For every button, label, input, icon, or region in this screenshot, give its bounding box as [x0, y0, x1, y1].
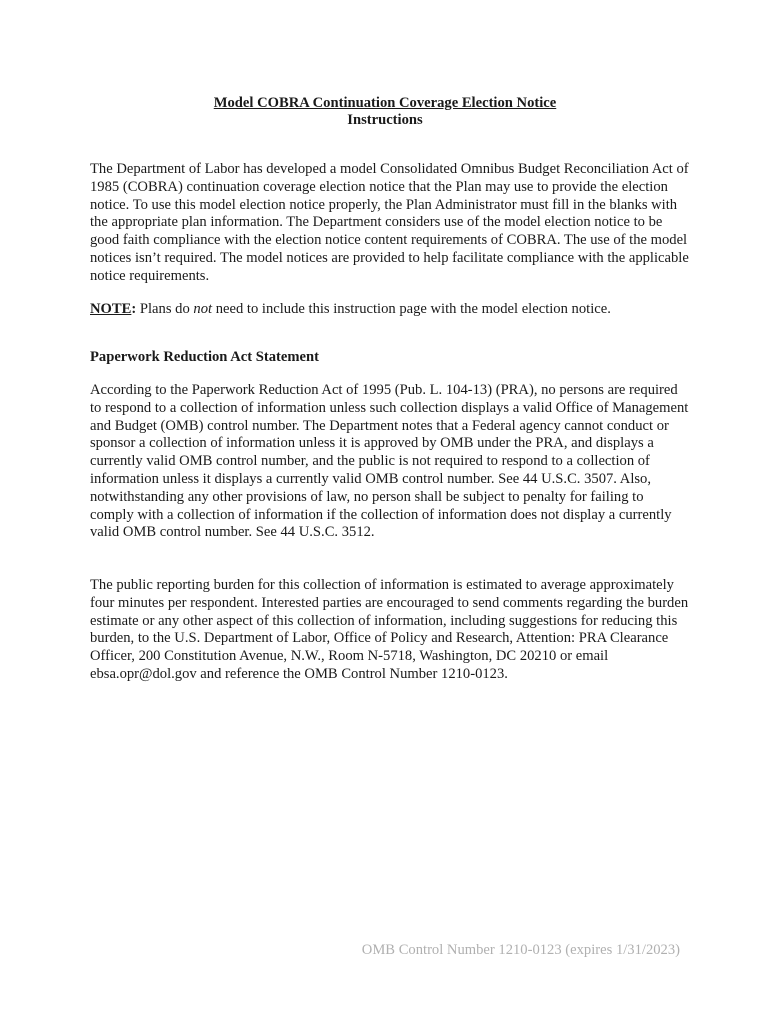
note-text-after: need to include this instruction page with the model election notice. — [212, 301, 611, 317]
note-label: NOTE — [90, 301, 132, 317]
note-paragraph — [90, 301, 690, 319]
document-title: Model COBRA Continuation Coverage Election Notice — [213, 95, 557, 111]
document-subtitle: Instructions — [347, 112, 423, 128]
omb-control-footer: OMB Control Number 1210-0123 (expires 1/31/2023) — [361, 942, 680, 958]
pra-heading: Paperwork Reduction Act Statement — [90, 349, 320, 365]
pra-paragraph — [90, 382, 690, 542]
intro-text: The Department of Labor has developed a model Consolidated Omnibus Budget Reconciliation Act of 1985 (COBRA) continuation coverage election notice that the Plan may use to provide the election notice. To use this model election notice properly, the Plan Administrator must fill in the blanks with the appropriate plan information. The Department considers use of the model election notice to be good faith compliance with the election notice content requirements of COBRA. The use of the model notices isn’t required. The model notices are provided to help facilitate compliance with the applicable notice requirements. — [90, 161, 689, 284]
note-line — [90, 301, 690, 319]
burden-text: The public reporting burden for this collection of information is estimated to average approximately four minutes per respondent. Interested parties are encouraged to send comments regarding the burden estimate or any other aspect of this collection of information, including suggestions for reducing this burden, to the U.S. Department of Labor, Office of Policy and Research, Attention: PRA Clearance Officer, 200 Constitution Avenue, N.W., Room N-5718, Washington, DC 20210 or email ebsa.opr@dol.gov and reference the OMB Control Number 1210-0123. — [90, 577, 689, 682]
pra-text: According to the Paperwork Reduction Act of 1995 (Pub. L. 104-13) (PRA), no persons are required to respond to a collection of information unless such collection displays a valid Office of Management and Budget (OMB) control number. The Department notes that a Federal agency cannot conduct or sponsor a collection of information unless it is approved by OMB under the PRA, and displays a currently valid OMB control number, and the public is not required to respond to a collection of information unless it displays a currently valid OMB control number. See 44 U.S.C. 3507. Also, notwithstanding any other provisions of law, no person shall be subject to penalty for failing to comply with a collection of information if the collection of information does not display a currently valid OMB control number. See 44 U.S.C. 3512. — [90, 382, 689, 541]
burden-paragraph — [90, 577, 690, 684]
note-text-before: Plans do — [136, 301, 194, 317]
note-emphasis: not — [193, 301, 213, 317]
intro-paragraph — [90, 161, 690, 286]
note-colon: : — [131, 301, 137, 317]
